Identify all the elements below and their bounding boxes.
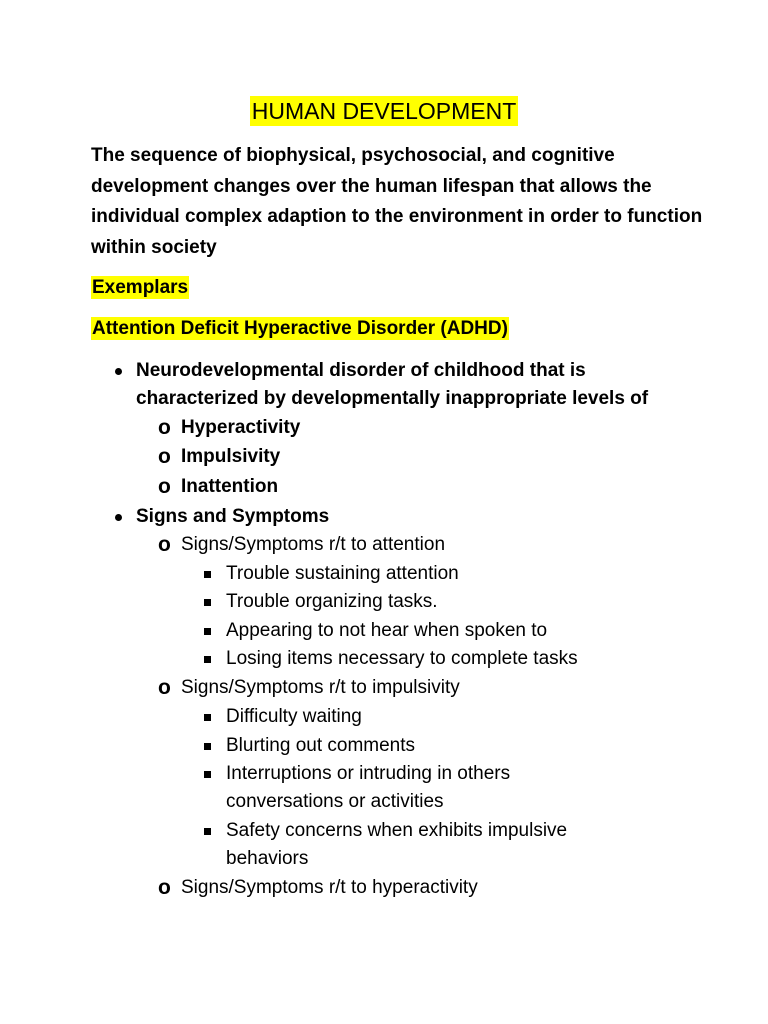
square-bullet-marker (204, 628, 211, 635)
sub-bullet-marker: o (158, 876, 171, 899)
square-bullet-marker (204, 714, 211, 721)
bullet-marker (115, 368, 122, 375)
level-item: Hyperactivity (181, 417, 301, 438)
adhd-definition-line-2: characterized by developmentally inappropriate levels of (136, 388, 649, 409)
attention-label: Signs/Symptoms r/t to attention (181, 534, 446, 555)
level-item: Inattention (181, 476, 279, 497)
impulsivity-item: Interruptions or intruding in others (226, 763, 511, 784)
attention-item: Trouble organizing tasks. (226, 591, 438, 612)
impulsivity-item-continued: conversations or activities (226, 791, 444, 812)
level-item: Impulsivity (181, 446, 281, 467)
square-bullet-marker (204, 743, 211, 750)
impulsivity-item-continued: behaviors (226, 848, 309, 869)
square-bullet-marker (204, 571, 211, 578)
square-bullet-marker (204, 771, 211, 778)
sub-bullet-marker: o (158, 676, 171, 699)
adhd-heading-text: Attention Deficit Hyperactive Disorder (ADHD) (92, 318, 508, 339)
impulsivity-label: Signs/Symptoms r/t to impulsivity (181, 677, 460, 698)
exemplars-heading-text: Exemplars (92, 277, 189, 298)
sub-bullet-marker: o (158, 475, 171, 498)
sub-bullet-marker: o (158, 445, 171, 468)
attention-item: Appearing to not hear when spoken to (226, 620, 548, 641)
sub-bullet-marker: o (158, 533, 171, 556)
bullet-marker (115, 514, 122, 521)
square-bullet-marker (204, 599, 211, 606)
exemplars-heading (91, 275, 189, 301)
square-bullet-marker (204, 656, 211, 663)
attention-item: Trouble sustaining attention (226, 563, 459, 584)
attention-item: Losing items necessary to complete tasks (226, 648, 578, 669)
adhd-definition-line-1: Neurodevelopmental disorder of childhood that is (136, 360, 586, 381)
adhd-heading (91, 316, 509, 342)
page-title: HUMAN DEVELOPMENT (251, 98, 517, 124)
definition-paragraph: The sequence of biophysical, psychosocial, and cognitive development changes over the human lifespan that allows the individual complex adaption to the environment in order to function within society (91, 145, 703, 258)
impulsivity-item: Blurting out comments (226, 735, 416, 756)
signs-symptoms-heading: Signs and Symptoms (136, 506, 330, 527)
sub-bullet-marker: o (158, 416, 171, 439)
square-bullet-marker (204, 828, 211, 835)
hyperactivity-label: Signs/Symptoms r/t to hyperactivity (181, 877, 478, 898)
impulsivity-item: Safety concerns when exhibits impulsive (226, 820, 568, 841)
impulsivity-item: Difficulty waiting (226, 706, 362, 727)
title-container (0, 96, 768, 126)
